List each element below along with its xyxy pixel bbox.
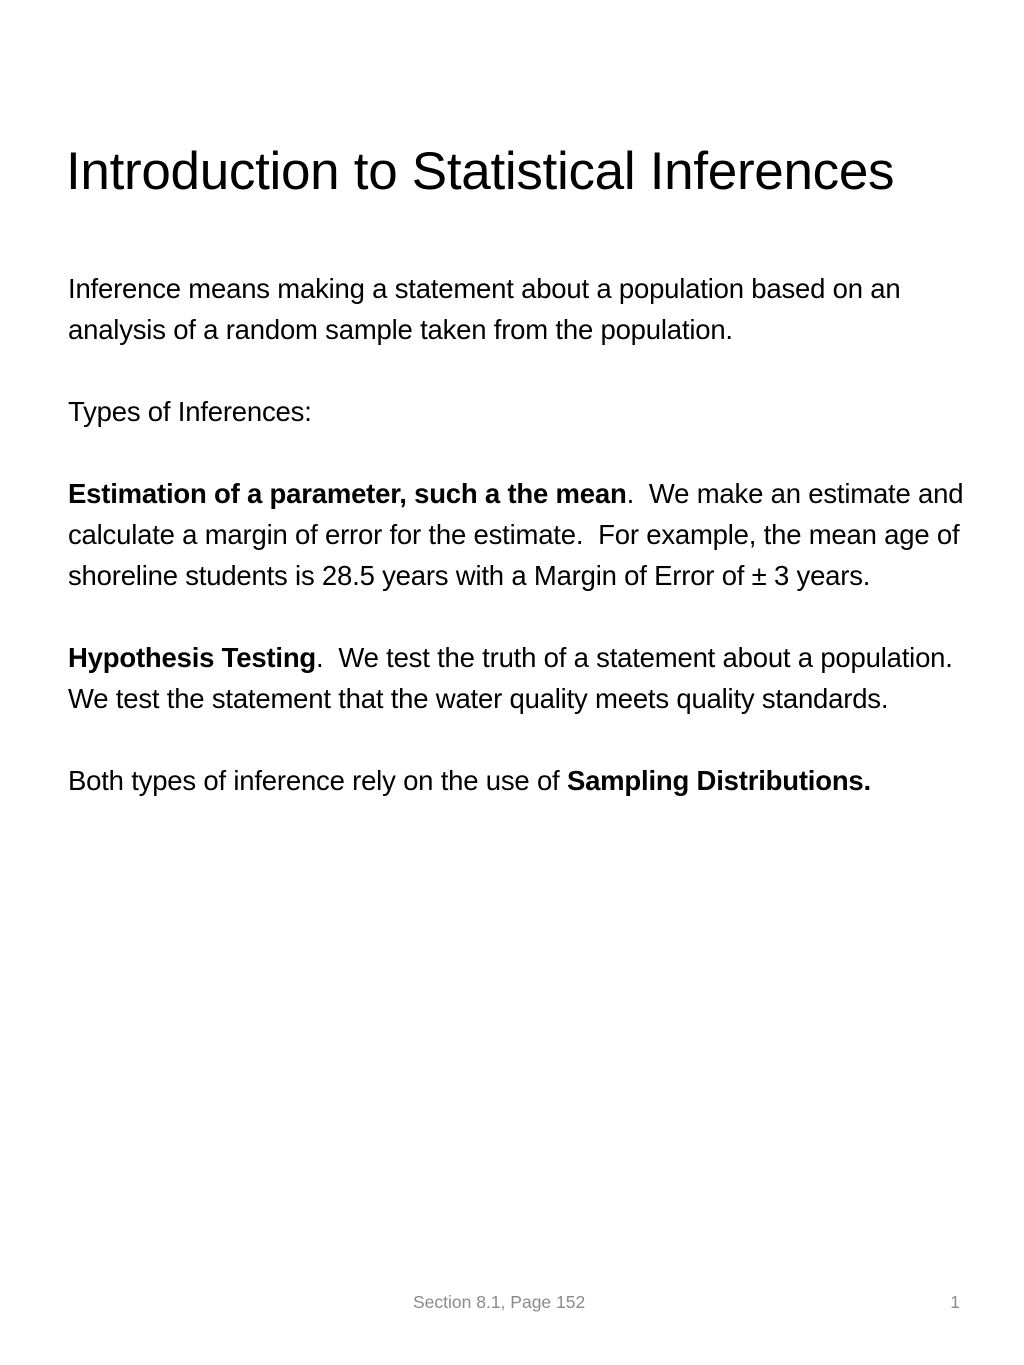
estimation-label-suffix: . (626, 478, 635, 509)
conclusion-paragraph (68, 760, 968, 801)
types-heading: Types of Inferences: (68, 396, 312, 427)
sampling-distributions-term: Sampling Distributions. (566, 765, 871, 796)
slide-body (68, 268, 971, 842)
estimation-text: We make an estimate and calculate a margin of error for the estimate. For example, the mean age of shoreline students is 28.5 years with a Margin of Error of ± 3 years. (68, 478, 971, 591)
estimation-label: Estimation of a parameter, such a the mean (68, 478, 627, 509)
conclusion-text: Both types of inference rely on the use of (68, 765, 567, 796)
footer-section-reference: Section 8.1, Page 152 (413, 1292, 586, 1312)
slide-page-number: 1 (950, 1292, 960, 1312)
hypothesis-paragraph (68, 637, 968, 719)
hypothesis-text: We test the truth of a statement about a population. We test the statement that the water quality meets quality standards. (68, 642, 961, 714)
hypothesis-label-suffix: . (316, 642, 324, 673)
definition-paragraph: Inference means making a statement about a population based on an analysis of a random sample taken from the population. (68, 273, 901, 345)
hypothesis-label: Hypothesis Testing (68, 642, 317, 673)
slide-title: Introduction to Statistical Inferences (66, 142, 895, 201)
estimation-paragraph (68, 473, 971, 596)
